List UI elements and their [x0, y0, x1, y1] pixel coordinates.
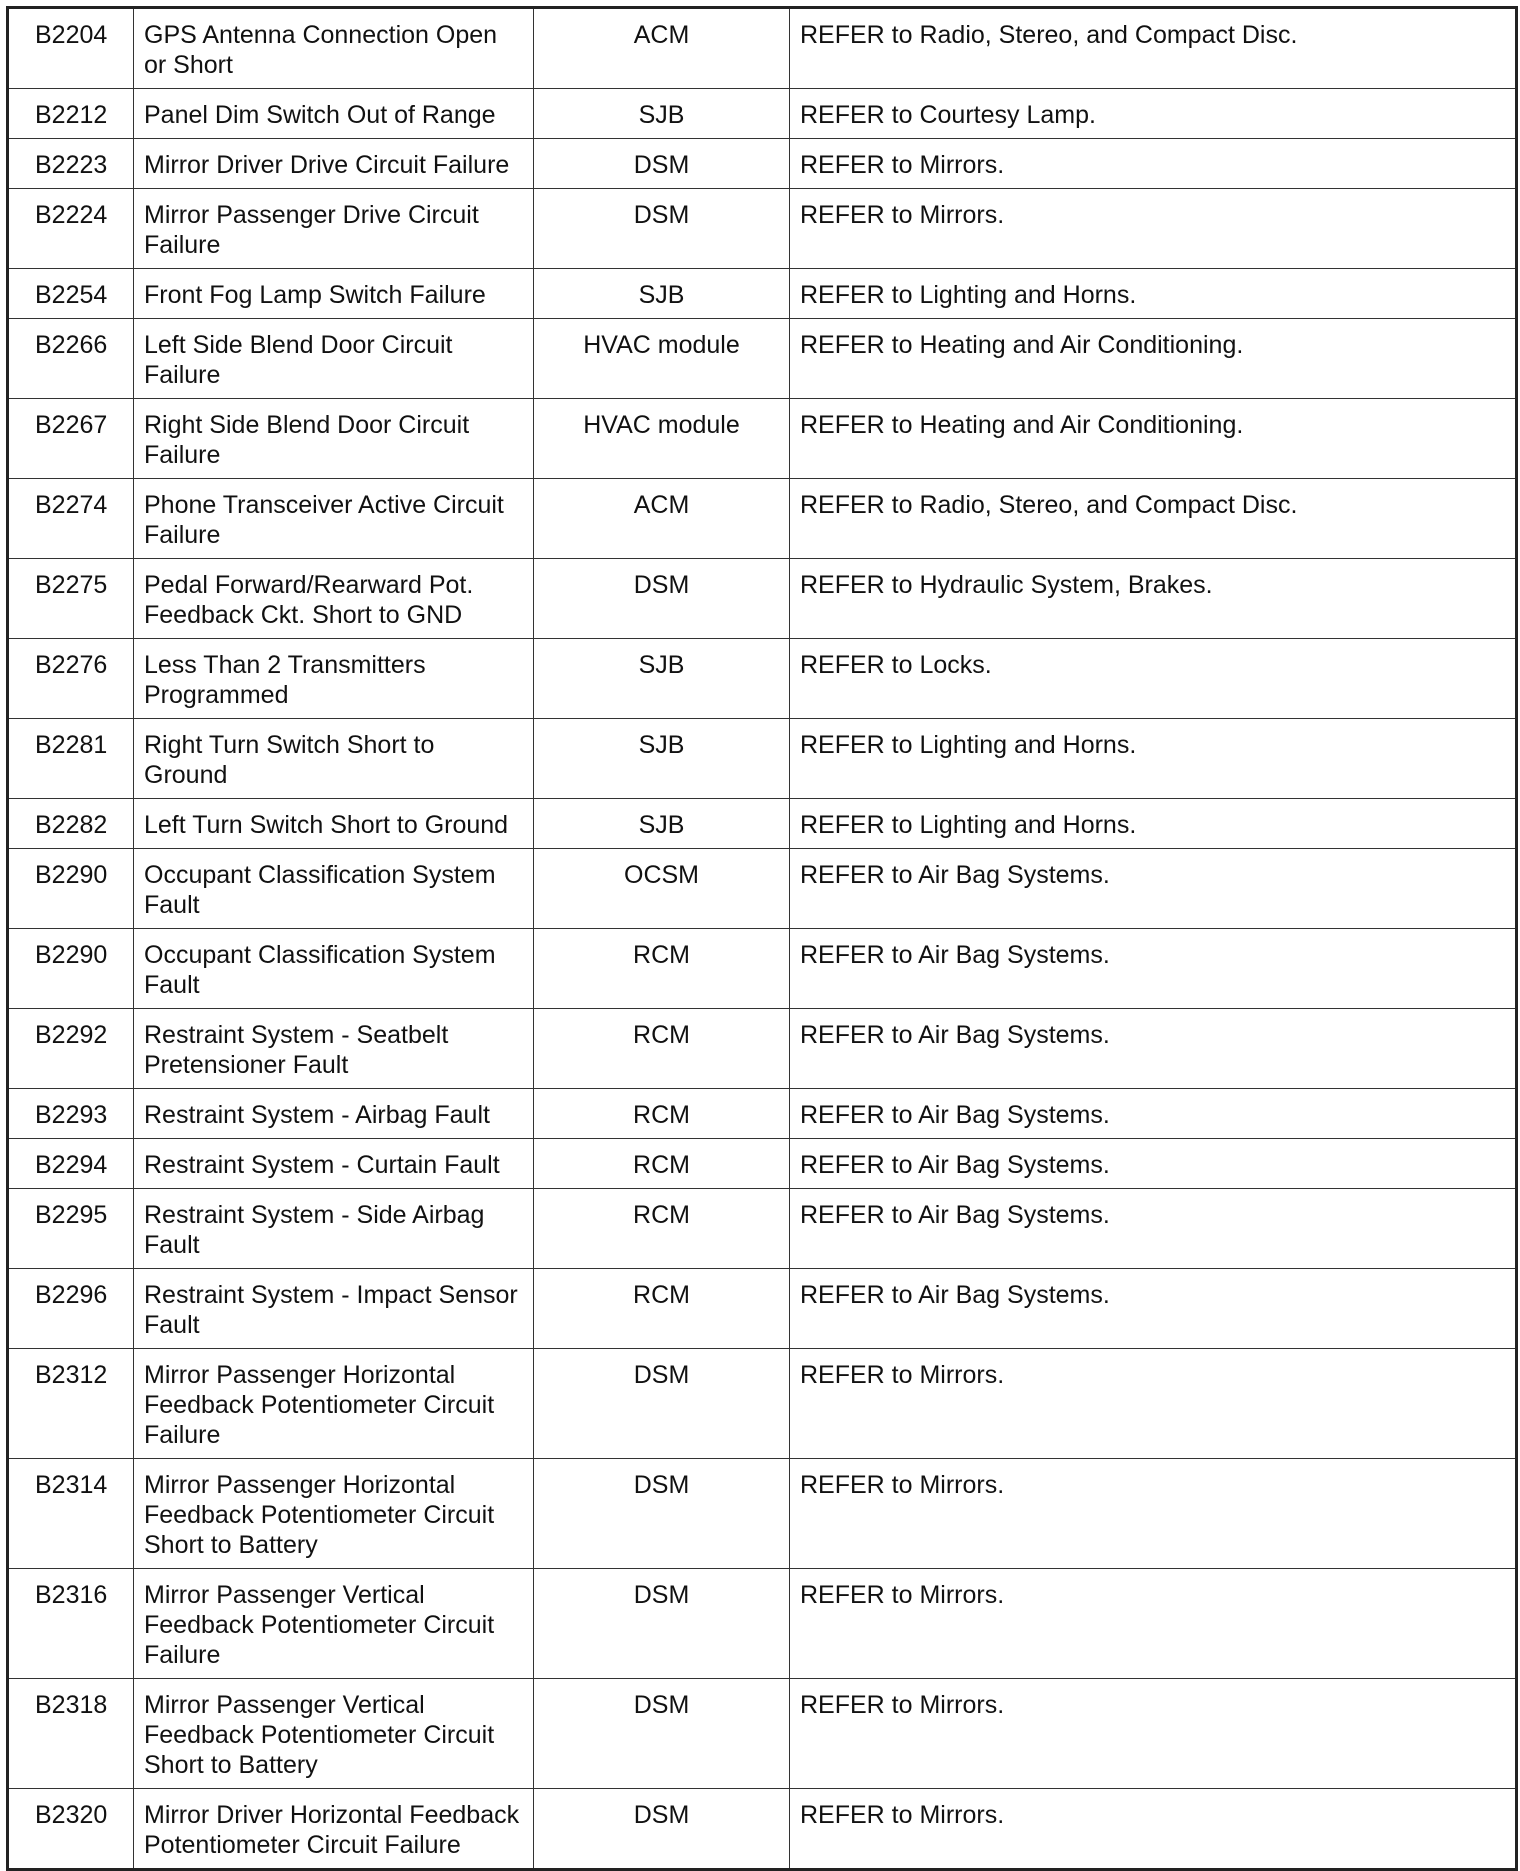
dtc-module: SJB [534, 89, 790, 139]
dtc-code: B2292 [8, 1009, 134, 1089]
dtc-description: Mirror Passenger Drive Circuit Failure [134, 189, 534, 269]
dtc-code: B2282 [8, 799, 134, 849]
table-row [8, 1789, 1517, 1870]
table-row [8, 559, 1517, 639]
dtc-code: B2290 [8, 929, 134, 1009]
dtc-action: REFER to Heating and Air Conditioning. [790, 319, 1517, 399]
dtc-action: REFER to Air Bag Systems. [790, 1189, 1517, 1269]
dtc-code: B2275 [8, 559, 134, 639]
dtc-code: B2316 [8, 1569, 134, 1679]
dtc-description: Restraint System - Impact Sensor Fault [134, 1269, 534, 1349]
table-row [8, 1139, 1517, 1189]
dtc-description: Mirror Passenger Horizontal Feedback Potentiometer Circuit Failure [134, 1349, 534, 1459]
dtc-code: B2296 [8, 1269, 134, 1349]
dtc-module: HVAC module [534, 319, 790, 399]
table-row [8, 1269, 1517, 1349]
dtc-action: REFER to Air Bag Systems. [790, 849, 1517, 929]
dtc-code: B2293 [8, 1089, 134, 1139]
dtc-action: REFER to Locks. [790, 639, 1517, 719]
dtc-action: REFER to Mirrors. [790, 1459, 1517, 1569]
table-row [8, 139, 1517, 189]
dtc-action: REFER to Lighting and Horns. [790, 269, 1517, 319]
dtc-description: Mirror Passenger Vertical Feedback Potentiometer Circuit Short to Battery [134, 1679, 534, 1789]
dtc-module: DSM [534, 1459, 790, 1569]
dtc-code: B2276 [8, 639, 134, 719]
table-row [8, 719, 1517, 799]
dtc-module: HVAC module [534, 399, 790, 479]
dtc-module: RCM [534, 1139, 790, 1189]
dtc-description: Front Fog Lamp Switch Failure [134, 269, 534, 319]
dtc-code: B2223 [8, 139, 134, 189]
dtc-code: B2312 [8, 1349, 134, 1459]
dtc-module: SJB [534, 799, 790, 849]
dtc-description: Left Turn Switch Short to Ground [134, 799, 534, 849]
dtc-description: Pedal Forward/Rearward Pot. Feedback Ckt. Short to GND [134, 559, 534, 639]
dtc-action: REFER to Heating and Air Conditioning. [790, 399, 1517, 479]
dtc-code: B2204 [8, 8, 134, 89]
dtc-module: SJB [534, 269, 790, 319]
table-row [8, 799, 1517, 849]
table-row [8, 929, 1517, 1009]
dtc-module: DSM [534, 559, 790, 639]
dtc-code: B2295 [8, 1189, 134, 1269]
table-row [8, 639, 1517, 719]
dtc-code: B2314 [8, 1459, 134, 1569]
dtc-module: RCM [534, 1189, 790, 1269]
table-row [8, 269, 1517, 319]
dtc-action: REFER to Mirrors. [790, 139, 1517, 189]
table-row [8, 399, 1517, 479]
dtc-action: REFER to Lighting and Horns. [790, 719, 1517, 799]
dtc-code: B2290 [8, 849, 134, 929]
dtc-description: Less Than 2 Transmitters Programmed [134, 639, 534, 719]
dtc-module: RCM [534, 1009, 790, 1089]
dtc-module: DSM [534, 1789, 790, 1870]
table-row [8, 479, 1517, 559]
dtc-module: SJB [534, 719, 790, 799]
dtc-description: Mirror Driver Horizontal Feedback Potentiometer Circuit Failure [134, 1789, 534, 1870]
dtc-code: B2281 [8, 719, 134, 799]
dtc-code: B2212 [8, 89, 134, 139]
dtc-module: DSM [534, 1679, 790, 1789]
dtc-description: Restraint System - Side Airbag Fault [134, 1189, 534, 1269]
dtc-action: REFER to Mirrors. [790, 1679, 1517, 1789]
dtc-module: SJB [534, 639, 790, 719]
dtc-module: DSM [534, 189, 790, 269]
dtc-description: Occupant Classification System Fault [134, 849, 534, 929]
dtc-module: ACM [534, 8, 790, 89]
dtc-table [6, 6, 1518, 1871]
dtc-action: REFER to Air Bag Systems. [790, 1089, 1517, 1139]
dtc-code: B2267 [8, 399, 134, 479]
table-row [8, 1349, 1517, 1459]
dtc-description: GPS Antenna Connection Open or Short [134, 8, 534, 89]
dtc-module: RCM [534, 929, 790, 1009]
table-row [8, 1459, 1517, 1569]
dtc-module: DSM [534, 1569, 790, 1679]
dtc-description: Restraint System - Curtain Fault [134, 1139, 534, 1189]
dtc-action: REFER to Mirrors. [790, 189, 1517, 269]
dtc-module: DSM [534, 139, 790, 189]
dtc-module: OCSM [534, 849, 790, 929]
dtc-description: Restraint System - Airbag Fault [134, 1089, 534, 1139]
table-row [8, 1679, 1517, 1789]
dtc-description: Mirror Passenger Horizontal Feedback Potentiometer Circuit Short to Battery [134, 1459, 534, 1569]
dtc-module: RCM [534, 1089, 790, 1139]
dtc-action: REFER to Hydraulic System, Brakes. [790, 559, 1517, 639]
dtc-description: Right Turn Switch Short to Ground [134, 719, 534, 799]
dtc-module: ACM [534, 479, 790, 559]
dtc-description: Panel Dim Switch Out of Range [134, 89, 534, 139]
dtc-code: B2294 [8, 1139, 134, 1189]
dtc-action: REFER to Courtesy Lamp. [790, 89, 1517, 139]
table-row [8, 8, 1517, 89]
dtc-action: REFER to Air Bag Systems. [790, 1139, 1517, 1189]
dtc-module: RCM [534, 1269, 790, 1349]
table-row [8, 1189, 1517, 1269]
dtc-action: REFER to Air Bag Systems. [790, 1009, 1517, 1089]
dtc-action: REFER to Radio, Stereo, and Compact Disc. [790, 479, 1517, 559]
dtc-code: B2274 [8, 479, 134, 559]
dtc-action: REFER to Radio, Stereo, and Compact Disc. [790, 8, 1517, 89]
dtc-description: Mirror Driver Drive Circuit Failure [134, 139, 534, 189]
table-row [8, 1569, 1517, 1679]
table-row [8, 189, 1517, 269]
table-row [8, 89, 1517, 139]
dtc-action: REFER to Mirrors. [790, 1569, 1517, 1679]
table-row [8, 1089, 1517, 1139]
dtc-code: B2320 [8, 1789, 134, 1870]
dtc-code: B2254 [8, 269, 134, 319]
dtc-code: B2224 [8, 189, 134, 269]
dtc-description: Mirror Passenger Vertical Feedback Potentiometer Circuit Failure [134, 1569, 534, 1679]
table-row [8, 849, 1517, 929]
table-row [8, 1009, 1517, 1089]
dtc-action: REFER to Air Bag Systems. [790, 929, 1517, 1009]
dtc-action: REFER to Air Bag Systems. [790, 1269, 1517, 1349]
dtc-description: Left Side Blend Door Circuit Failure [134, 319, 534, 399]
dtc-description: Phone Transceiver Active Circuit Failure [134, 479, 534, 559]
table-row [8, 319, 1517, 399]
dtc-module: DSM [534, 1349, 790, 1459]
dtc-description: Restraint System - Seatbelt Pretensioner Fault [134, 1009, 534, 1089]
dtc-action: REFER to Mirrors. [790, 1789, 1517, 1870]
dtc-description: Right Side Blend Door Circuit Failure [134, 399, 534, 479]
dtc-code: B2266 [8, 319, 134, 399]
dtc-action: REFER to Mirrors. [790, 1349, 1517, 1459]
dtc-code: B2318 [8, 1679, 134, 1789]
dtc-action: REFER to Lighting and Horns. [790, 799, 1517, 849]
dtc-description: Occupant Classification System Fault [134, 929, 534, 1009]
